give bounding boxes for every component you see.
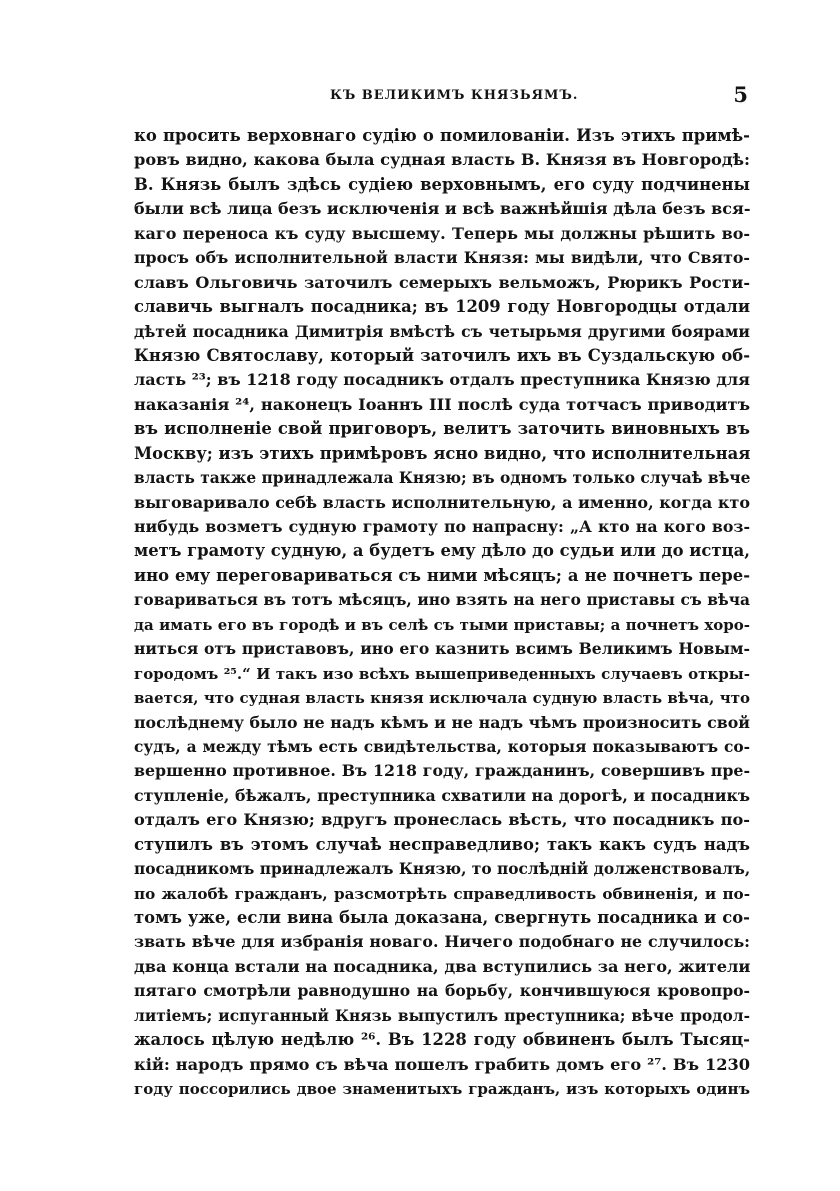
text-line: были всѣ лица безъ исключенія и всѣ важнѣйшія дѣла безъ вся- [134,199,750,219]
page-number: 5 [733,82,748,107]
text-line: вершенно противное. Въ 1218 году, гражданинъ, совершивъ пре- [134,761,750,781]
running-head [134,82,754,110]
text-line: по жалобѣ гражданъ, разсмотрѣть справедливость обвиненія, и по- [134,884,750,903]
text-line: году поссорились двое знаменитыхъ гражданъ, изъ которыхъ одинъ [134,1080,750,1099]
text-line: дѣтей посадника Димитрія вмѣстѣ съ четырьмя другими боярами [134,321,750,341]
text-line: жалось цѣлую недѣлю ²⁶. Въ 1228 году обвиненъ былъ Тысяц- [134,1030,750,1050]
text-line: отдалъ его Князю; вдругъ пронеслась вѣсть, что посадникъ по- [134,810,750,830]
text-line: пятаго смотрѣли равнодушно на борьбу, кончившуюся кровопро- [134,981,750,1001]
text-line: каго переноса къ суду высшему. Теперь мы должны рѣшить во- [134,223,750,243]
text-line: ко просить верховнаго судію о помилованіи. Изъ этихъ примѣ- [134,126,750,145]
text-line: славъ Ольговичь заточилъ семерыхъ вельможъ, Рюрикъ Рости- [134,272,750,292]
text-line: томъ уже, если вина была доказана, свергнуть посадника и со- [134,908,750,927]
running-title: КЪ ВЕЛИКИМЪ КНЯЗЬЯМЪ. [330,88,579,103]
text-line: ступилъ въ этомъ случаѣ несправедливо; такъ какъ судъ надъ [134,834,750,854]
text-line: нибудь возметъ судную грамоту по напрасну: „А кто на кого воз- [134,517,750,536]
text-line: В. Князь былъ здѣсь судіею верховнымъ, его суду подчинены [134,174,750,194]
body-text [134,124,750,1102]
text-line: наказанія ²⁴, наконецъ Іоаннъ III послѣ суда тотчасъ приводитъ [134,394,750,414]
text-line: ровъ видно, какова была судная власть В. Князя въ Новгородѣ: [134,150,750,170]
text-line: судъ, а между тѣмъ есть свидѣтельства, которыя показываютъ со- [134,737,750,756]
text-line: ласть ²³; въ 1218 году посадникъ отдалъ преступника Князю для [134,370,750,390]
text-line: городомъ ²⁵.“ И такъ изо всѣхъ вышеприведенныхъ случаевъ откры- [134,664,750,683]
text-line: метъ грамоту судную, а будетъ ему дѣло до судьи или до истца, [134,541,750,561]
text-line: выговаривало себѣ власть исполнительную, а именно, когда кто [134,492,750,512]
text-line: ступленіе, бѣжалъ, преступника схватили на дорогѣ, и посадникъ [134,785,750,805]
text-line: въ исполненіе свой приговоръ, велитъ заточить виновныхъ въ [134,419,750,439]
text-line: два конца встали на посадника, два вступились за него, жители [134,956,750,976]
text-line: Москву; изъ этихъ примѣровъ ясно видно, что исполнительная [134,443,750,463]
text-line: славичь выгналъ посадника; въ 1209 году Новгородцы отдали [134,297,750,317]
text-line: вается, что судная власть князя исключала судную власть вѣча, что [134,689,750,708]
text-line: литіемъ; испуганный Князь выпустилъ преступника; вѣче продол- [134,1006,750,1025]
text-line: звать вѣче для избранія новаго. Ничего подобнаго не случилось: [134,932,750,952]
text-line: власть также принадлежала Князю; въ одномъ только случаѣ вѣче [134,469,750,488]
text-line: Князю Святославу, который заточилъ ихъ въ Суздальскую об- [134,345,750,365]
text-line: послѣднему было не надъ кѣмъ и не надъ чѣмъ произносить свой [134,712,750,732]
text-line: ниться отъ приставовъ, ино его казнить всимъ Великимъ Новым- [134,639,750,659]
text-line: ино ему переговариваться съ ними мѣсяцъ; а не почнетъ пере- [134,565,750,585]
text-line: да имать его въ городѣ и въ селѣ съ тыми приставы; а почнетъ хоро- [134,615,750,634]
text-line: кій: народъ прямо съ вѣча пошелъ грабить домъ его ²⁷. Въ 1230 [134,1054,750,1074]
text-line: посадникомъ принадлежалъ Князю, то послѣдній долженствовалъ, [134,860,750,879]
text-line: просъ объ исполнительной власти Князя: мы видѣли, что Свято- [134,248,750,268]
text-line: говариваться въ тотъ мѣсяцъ, ино взять на него приставы съ вѣча [134,591,750,610]
